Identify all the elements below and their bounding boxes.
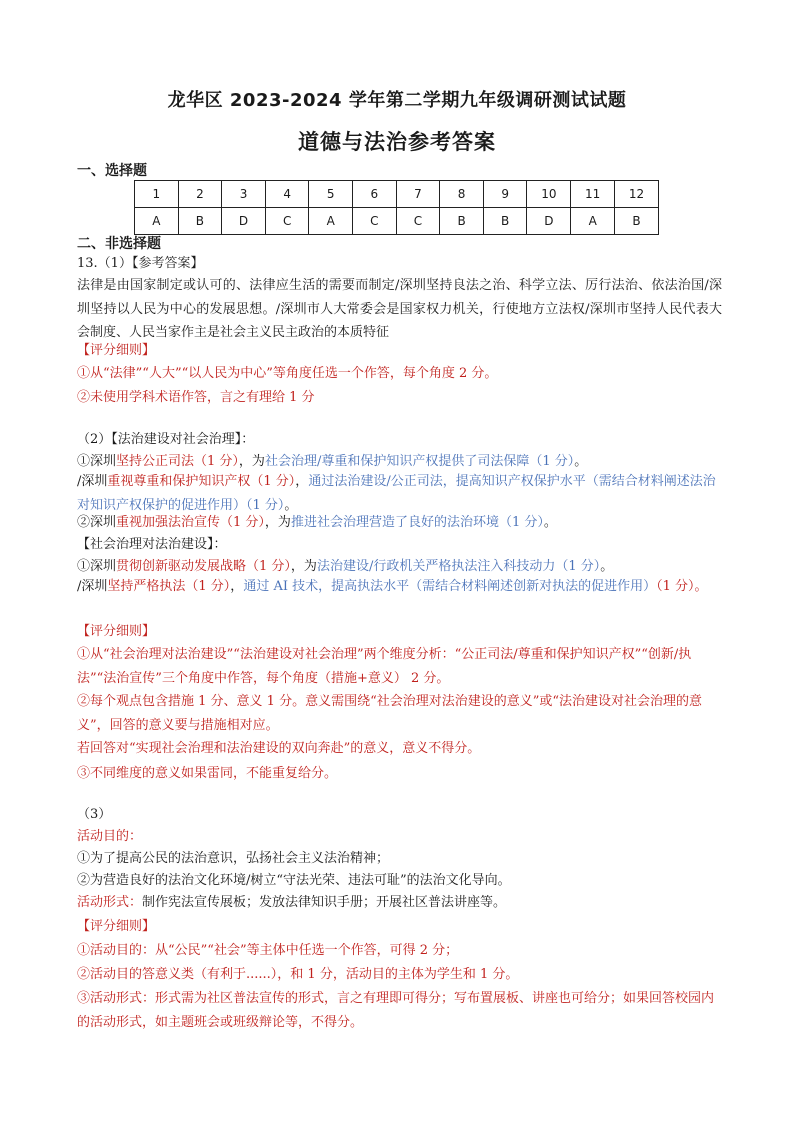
answer-letter: C <box>265 208 309 235</box>
answer-letter: C <box>353 208 397 235</box>
measure-text: 坚持严格执法（1 分） <box>107 579 231 594</box>
significance-text: 推进社会治理营造了良好的法治环境（1 分） <box>290 515 544 530</box>
q13-3-grading-item: ①活动目的：从“公民”“社会”等主体中任选一个作答，可得 2 分； <box>77 943 459 958</box>
question-number-row <box>135 181 659 208</box>
q13-3-label: （3） <box>77 807 112 822</box>
question-number: 10 <box>527 181 571 208</box>
question-number: 1 <box>135 181 179 208</box>
connector-text: ， <box>295 474 309 489</box>
answer-letter: D <box>222 208 266 235</box>
significance-text: 通过 AI 技术，提高执法水平（需结合材料阐述创新对执法的促进作用） <box>243 579 657 594</box>
answer-letter-row <box>135 208 659 235</box>
end-text: 。 <box>600 559 614 574</box>
measure-text: 贯彻创新驱动发展战略（1 分） <box>116 559 291 574</box>
question-number: 2 <box>178 181 222 208</box>
question-number: 5 <box>309 181 353 208</box>
section-nonchoice-heading: 二、非选择题 <box>77 236 161 252</box>
q13-3-grading-item: ②活动目的答意义类（有利于......），和 1 分，活动目的主体为学生和 1 分。 <box>77 967 519 982</box>
end-text: 。 <box>574 454 588 469</box>
question-number: 4 <box>265 181 309 208</box>
subject-text: ①深圳 <box>77 559 117 574</box>
measure-text: 坚持公正司法（1 分） <box>116 454 239 469</box>
q13-2-grading-item: ③不同维度的意义如果雷同，不能重复给分。 <box>77 766 338 781</box>
question-number: 12 <box>615 181 659 208</box>
q13-1-grading-item: ①从“法律”“人大”“以人民为中心”等角度任选一个作答，每个角度 2 分。 <box>77 366 498 381</box>
q13-2-label: （2）【法治建设对社会治理】： <box>77 432 255 447</box>
q13-2-grading-item: ①从“社会治理对法治建设”“法治建设对社会治理”两个维度分析：“公正司法/尊重和保护知识产权”“创新/执法”“法治宣传”三个角度中作答，每个角度（措施+意义） 2 分。 <box>77 647 692 686</box>
significance-text: 社会治理/尊重和保护知识产权提供了司法保障（1 分） <box>264 454 575 469</box>
answer-letter: C <box>396 208 440 235</box>
subject-text: /深圳 <box>77 474 108 489</box>
answer-letter: B <box>178 208 222 235</box>
q13-2-point <box>77 470 722 517</box>
q13-2-grading-label: 【评分细则】 <box>77 624 156 639</box>
significance-text: 法治建设/行政机关严格执法注入科技动力（1 分） <box>316 559 601 574</box>
question-number: 3 <box>222 181 266 208</box>
connector-text: ，为 <box>290 559 317 574</box>
subject-text: ①深圳 <box>77 454 117 469</box>
q13-3-grading-item: ③活动形式：形式需为社区普法宣传的形式，言之有理即可得分；写布置展板、讲座也可给分；如果回答校园内的活动形式，如主题班会或班级辩论等，不得分。 <box>77 991 715 1030</box>
question-number: 7 <box>396 181 440 208</box>
q13-2-point <box>77 511 722 535</box>
activity-purpose-item: ②为营造良好的法治文化环境/树立“守法光荣、违法可耻”的法治文化导向。 <box>77 873 511 888</box>
activity-form-text: 制作宪法宣传展板；发放法律知识手册；开展社区普法讲座等。 <box>142 895 507 910</box>
answer-letter: B <box>483 208 527 235</box>
connector-text: ，为 <box>238 454 265 469</box>
subject-text: /深圳 <box>77 579 108 594</box>
q13-1-grading-item: ②未使用学科术语作答，言之有理给 1 分 <box>77 390 315 405</box>
activity-purpose-label: 活动目的： <box>77 829 143 844</box>
subject-text: ②深圳 <box>77 515 117 530</box>
q13-1-label: 13.（1）【参考答案】 <box>77 256 204 271</box>
answer-letter: B <box>615 208 659 235</box>
q13-2-point <box>77 575 722 599</box>
answer-letter: B <box>440 208 484 235</box>
question-number: 8 <box>440 181 484 208</box>
answer-letter: A <box>135 208 179 235</box>
answer-letter: A <box>309 208 353 235</box>
connector-text: ， <box>230 579 244 594</box>
end-text: （1 分）。 <box>656 579 708 594</box>
exam-title: 龙华区 2023-2024 学年第二学期九年级调研测试试题 <box>167 90 627 111</box>
q13-1-grading-label: 【评分细则】 <box>77 343 156 358</box>
answer-letter: D <box>527 208 571 235</box>
question-number: 11 <box>571 181 615 208</box>
answer-letter: A <box>571 208 615 235</box>
end-text: 。 <box>543 515 557 530</box>
choice-answer-table <box>134 180 659 235</box>
connector-text: ，为 <box>264 515 291 530</box>
activity-form-label: 活动形式： <box>77 895 143 910</box>
answer-subtitle: 道德与法治参考答案 <box>298 130 496 154</box>
measure-text: 重视加强法治宣传（1 分） <box>116 515 265 530</box>
question-number: 6 <box>353 181 397 208</box>
measure-text: 重视尊重和保护知识产权（1 分） <box>107 474 296 489</box>
q13-1-answer: 法律是由国家制定或认可的、法律应生活的需要而制定/深圳坚持良法之治、科学立法、厉行法治、依法治国/深圳坚持以人民为中心的发展思想。/深圳市人大常委会是国家权力机关，行使地方立法权/深圳市坚持人民代表大会制度、人民当家作主是社会主义民主政治的本质特征 <box>77 278 722 340</box>
q13-2-grading-item: 若回答对“实现社会治理和法治建设的双向奔赴”的意义，意义不得分。 <box>77 741 481 756</box>
activity-purpose-item: ①为了提高公民的法治意识，弘扬社会主义法治精神； <box>77 851 390 866</box>
question-number: 9 <box>483 181 527 208</box>
q13-2-grading-item: ②每个观点包含措施 1 分、意义 1 分。意义需围绕“社会治理对法治建设的意义”或“法治建设对社会治理的意义”，回答的意义要与措施相对应。 <box>77 694 703 733</box>
end-text: 。 <box>284 497 298 513</box>
q13-3-grading-label: 【评分细则】 <box>77 919 156 934</box>
section-choice-heading: 一、选择题 <box>77 163 147 179</box>
significance-text: 通过法治建设/公正司法，提高知识产权保护水平（需结合材料阐述法治对知识产权保护的促进作用）（1 分） <box>77 474 716 513</box>
activity-form-line <box>77 891 722 915</box>
q13-2-label2: 【社会治理对法治建设】： <box>77 537 227 552</box>
